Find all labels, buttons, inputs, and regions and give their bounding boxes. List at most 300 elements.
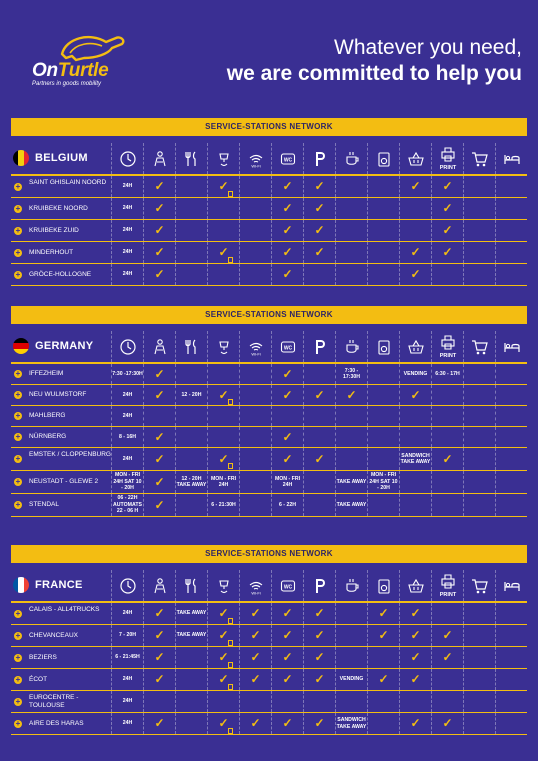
svg-text:Wi-Fi: Wi-Fi xyxy=(251,590,261,595)
cell-parking xyxy=(303,603,335,624)
cell-bed xyxy=(495,220,527,241)
cell-text: SANDWICH TAKE AWAY xyxy=(400,452,431,465)
cell-coffee xyxy=(335,713,367,734)
cell-bed xyxy=(495,603,527,624)
station-name: EMSTEK / CLOPPENBURG xyxy=(29,451,111,458)
cell-text: 7:30 - 17:30H xyxy=(342,367,360,380)
cell-basket xyxy=(399,427,431,447)
cell-cart xyxy=(463,264,495,285)
svg-text:Wi-Fi: Wi-Fi xyxy=(251,163,261,168)
cell-parking xyxy=(303,176,335,197)
cell-basket xyxy=(399,364,431,384)
check-icon: ✓ xyxy=(282,387,293,402)
cell-shower xyxy=(143,385,175,405)
section-germany xyxy=(11,306,527,515)
cell-bed xyxy=(495,406,527,426)
station-name: IFFEZHEIM xyxy=(29,370,64,377)
cell-laundry xyxy=(207,220,239,241)
cell-basket xyxy=(399,494,431,516)
check-icon: ✓ xyxy=(346,387,357,402)
check-icon: ✓ xyxy=(314,387,325,402)
cell-cart xyxy=(463,406,495,426)
cell-basket xyxy=(399,471,431,493)
cell-basket xyxy=(399,669,431,690)
check-icon: ✓ xyxy=(314,451,325,466)
check-icon: ✓ xyxy=(282,366,293,381)
cell-clock xyxy=(111,242,143,263)
station-name: NEU WULMSTORF xyxy=(29,391,87,398)
cell-basket xyxy=(399,242,431,263)
cell-wifi xyxy=(239,364,271,384)
cell-print xyxy=(431,448,463,470)
check-icon: ✓ xyxy=(218,651,228,664)
check-icon: ✓ xyxy=(282,201,293,216)
cell-basket xyxy=(399,264,431,285)
wifi-icon xyxy=(239,331,272,362)
cell-restaurant xyxy=(175,669,207,690)
cell-wc xyxy=(271,198,303,219)
cell-coffee xyxy=(335,471,367,493)
cell-shower xyxy=(143,406,175,426)
check-icon: ✓ xyxy=(218,673,228,686)
cell-wc xyxy=(271,603,303,624)
cell-coffee xyxy=(335,406,367,426)
plus-icon[interactable]: + xyxy=(15,181,21,191)
check-icon: ✓ xyxy=(442,223,453,238)
shower-icon xyxy=(143,331,176,362)
cell-bed xyxy=(495,691,527,712)
cell-parking xyxy=(303,713,335,734)
cell-text: MON - FRI 24H SAT 10 - 20H xyxy=(113,472,142,492)
cell-text: TAKE AWAY xyxy=(176,632,207,639)
check-icon: ✓ xyxy=(218,717,228,730)
section-banner: SERVICE-STATIONS NETWORK xyxy=(11,306,527,324)
station-name: STENDAL xyxy=(29,501,59,508)
check-icon: ✓ xyxy=(154,267,165,282)
station-name: NÜRNBERG xyxy=(29,433,67,440)
plus-icon[interactable]: + xyxy=(15,608,21,618)
check-icon: ✓ xyxy=(410,179,421,194)
check-icon: ✓ xyxy=(154,451,165,466)
cell-wifi xyxy=(239,647,271,668)
cell-text: 24H xyxy=(122,720,133,727)
check-icon: ✓ xyxy=(314,245,325,260)
check-icon: ✓ xyxy=(154,366,165,381)
check-icon: ✓ xyxy=(282,267,293,282)
station-row xyxy=(11,242,527,264)
cell-wifi xyxy=(239,264,271,285)
token-icon xyxy=(228,618,233,624)
cell-restaurant xyxy=(175,713,207,734)
cell-clock xyxy=(111,385,143,405)
check-icon: ✓ xyxy=(154,628,165,643)
station-row xyxy=(11,494,527,517)
country-flag xyxy=(13,150,29,166)
station-row xyxy=(11,691,527,713)
check-icon: ✓ xyxy=(218,180,228,193)
wifi-icon xyxy=(239,143,272,174)
cell-clock xyxy=(111,427,143,447)
washer-icon xyxy=(367,331,400,362)
station-name: KRUIBEKE NOORD xyxy=(29,204,88,212)
cell-parking xyxy=(303,406,335,426)
cell-text: 24H xyxy=(122,610,133,617)
check-icon: ✓ xyxy=(314,672,325,687)
parking-icon xyxy=(303,570,336,601)
check-icon: ✓ xyxy=(154,245,165,260)
cell-wc xyxy=(271,385,303,405)
headline-line-1: Whatever you need, xyxy=(334,36,522,59)
svg-text:WC: WC xyxy=(283,583,293,590)
country-flag xyxy=(13,338,29,354)
cell-cart xyxy=(463,625,495,646)
check-icon: ✓ xyxy=(250,606,261,621)
country-name: FRANCE xyxy=(35,579,83,591)
laundry-icon xyxy=(207,331,240,362)
cell-parking xyxy=(303,448,335,470)
cell-wifi xyxy=(239,448,271,470)
cell-cart xyxy=(463,198,495,219)
plus-icon[interactable]: + xyxy=(15,225,21,235)
cell-print xyxy=(431,494,463,516)
check-icon: ✓ xyxy=(410,267,421,282)
plus-icon[interactable]: + xyxy=(15,500,21,509)
station-row xyxy=(11,176,527,198)
cell-clock xyxy=(111,364,143,384)
cell-restaurant xyxy=(175,406,207,426)
plus-icon[interactable]: + xyxy=(15,411,21,420)
cell-print xyxy=(431,471,463,493)
cell-text: 6 - 21:30H xyxy=(211,501,236,508)
basket-icon xyxy=(399,570,432,601)
check-icon: ✓ xyxy=(282,429,293,444)
cell-clock xyxy=(111,713,143,734)
station-row xyxy=(11,669,527,691)
cell-print xyxy=(431,427,463,447)
cell-washer xyxy=(367,647,399,668)
cell-restaurant xyxy=(175,198,207,219)
station-row xyxy=(11,713,527,735)
cell-clock xyxy=(111,220,143,241)
cell-washer xyxy=(367,625,399,646)
cell-cart xyxy=(463,669,495,690)
cell-text: 24H xyxy=(122,391,133,398)
cell-text: 7 - 20H xyxy=(118,632,136,639)
cell-wc xyxy=(271,647,303,668)
cell-clock xyxy=(111,494,143,516)
check-icon: ✓ xyxy=(218,389,228,402)
station-row xyxy=(11,647,527,669)
cell-laundry xyxy=(207,691,239,712)
cell-print xyxy=(431,669,463,690)
svg-text:Wi-Fi: Wi-Fi xyxy=(251,351,261,356)
token-icon xyxy=(228,640,233,646)
cell-cart xyxy=(463,471,495,493)
check-icon: ✓ xyxy=(154,201,165,216)
check-icon: ✓ xyxy=(154,716,165,731)
cell-cart xyxy=(463,364,495,384)
cell-wc xyxy=(271,691,303,712)
coffee-icon xyxy=(335,143,368,174)
token-icon xyxy=(228,191,233,197)
cell-clock xyxy=(111,647,143,668)
cell-wifi xyxy=(239,427,271,447)
plus-icon[interactable]: + xyxy=(15,203,21,213)
cell-coffee xyxy=(335,264,367,285)
svg-text:WC: WC xyxy=(283,344,293,351)
check-icon: ✓ xyxy=(442,628,453,643)
cell-shower xyxy=(143,448,175,470)
cell-laundry xyxy=(207,427,239,447)
onturtle-logo xyxy=(30,28,140,92)
cell-clock xyxy=(111,625,143,646)
cell-shower xyxy=(143,713,175,734)
check-icon: ✓ xyxy=(218,246,228,259)
check-icon: ✓ xyxy=(250,650,261,665)
coffee-icon xyxy=(335,331,368,362)
cell-text: 6 - 22H xyxy=(278,501,296,508)
station-name: MAHLBERG xyxy=(29,412,66,419)
cell-coffee xyxy=(335,385,367,405)
cell-laundry xyxy=(207,647,239,668)
country-name: GERMANY xyxy=(35,340,94,352)
cell-parking xyxy=(303,198,335,219)
cell-text: 8 - 16H xyxy=(118,433,136,440)
cell-basket xyxy=(399,406,431,426)
cell-bed xyxy=(495,385,527,405)
cell-washer xyxy=(367,603,399,624)
cell-clock xyxy=(111,406,143,426)
cell-print xyxy=(431,264,463,285)
station-name: BEZIERS xyxy=(29,653,57,661)
cell-basket xyxy=(399,198,431,219)
cell-text: TAKE AWAY xyxy=(336,501,367,508)
cell-coffee xyxy=(335,176,367,197)
cell-wifi xyxy=(239,713,271,734)
brand-tagline: Partners in goods mobility xyxy=(32,81,102,87)
cell-shower xyxy=(143,691,175,712)
cell-text: 6 - 21:45H xyxy=(115,654,140,661)
cell-text: VENDING xyxy=(339,676,364,683)
plus-icon[interactable]: + xyxy=(15,269,21,279)
country-flag xyxy=(13,577,29,593)
cell-basket xyxy=(399,603,431,624)
print-label: PRINT xyxy=(439,592,457,598)
cell-text: 24H xyxy=(122,227,133,234)
cell-clock xyxy=(111,691,143,712)
check-icon: ✓ xyxy=(218,607,228,620)
token-icon xyxy=(228,399,233,405)
basket-icon xyxy=(399,143,432,174)
token-icon xyxy=(228,728,233,734)
check-icon: ✓ xyxy=(154,474,165,489)
cell-bed xyxy=(495,669,527,690)
cell-laundry xyxy=(207,406,239,426)
cell-washer xyxy=(367,471,399,493)
cell-bed xyxy=(495,198,527,219)
cell-wifi xyxy=(239,385,271,405)
cell-shower xyxy=(143,494,175,516)
check-icon: ✓ xyxy=(378,672,389,687)
cell-restaurant xyxy=(175,494,207,516)
cell-print xyxy=(431,406,463,426)
plus-icon[interactable]: + xyxy=(15,674,21,684)
cell-cart xyxy=(463,242,495,263)
check-icon: ✓ xyxy=(410,716,421,731)
cell-text: MON - FRI 24H xyxy=(210,475,237,488)
cell-cart xyxy=(463,220,495,241)
plus-icon[interactable]: + xyxy=(15,369,21,378)
cell-wc xyxy=(271,471,303,493)
cell-print xyxy=(431,220,463,241)
check-icon: ✓ xyxy=(410,672,421,687)
cell-bed xyxy=(495,242,527,263)
cell-shower xyxy=(143,198,175,219)
clock-icon xyxy=(111,331,144,362)
cell-wc xyxy=(271,427,303,447)
cell-parking xyxy=(303,669,335,690)
plus-icon[interactable]: + xyxy=(15,247,21,257)
cell-washer xyxy=(367,713,399,734)
cell-basket xyxy=(399,691,431,712)
cell-cart xyxy=(463,713,495,734)
token-icon xyxy=(228,257,233,263)
restaurant-icon xyxy=(175,570,208,601)
check-icon: ✓ xyxy=(282,628,293,643)
plus-icon[interactable]: + xyxy=(15,652,21,662)
page-header xyxy=(0,0,538,110)
cell-bed xyxy=(495,448,527,470)
cell-shower xyxy=(143,669,175,690)
station-name: KRUIBEKE ZUID xyxy=(29,226,79,234)
plus-icon[interactable]: + xyxy=(15,390,21,399)
cell-shower xyxy=(143,625,175,646)
station-name: NEUSTADT - GLEWE 2 xyxy=(29,478,99,485)
cell-parking xyxy=(303,264,335,285)
cell-text: TAKE AWAY xyxy=(336,478,367,485)
station-name: CALAIS - ALL4TRUCKS xyxy=(29,605,100,613)
cell-basket xyxy=(399,647,431,668)
check-icon: ✓ xyxy=(442,650,453,665)
cell-wifi xyxy=(239,603,271,624)
basket-icon xyxy=(399,331,432,362)
print-label: PRINT xyxy=(439,353,457,359)
cell-washer xyxy=(367,448,399,470)
station-row xyxy=(11,198,527,220)
cell-bed xyxy=(495,264,527,285)
section-france xyxy=(11,545,527,733)
cell-coffee xyxy=(335,647,367,668)
cell-parking xyxy=(303,494,335,516)
station-row xyxy=(11,220,527,242)
cell-text: 24H xyxy=(122,205,133,212)
bed-icon xyxy=(495,331,528,362)
check-icon: ✓ xyxy=(250,628,261,643)
cell-print xyxy=(431,603,463,624)
cell-laundry xyxy=(207,448,239,470)
cell-wifi xyxy=(239,406,271,426)
plus-icon[interactable]: + xyxy=(15,718,21,728)
cell-laundry xyxy=(207,603,239,624)
wc-icon xyxy=(271,143,304,174)
cell-coffee xyxy=(335,448,367,470)
cell-parking xyxy=(303,220,335,241)
cell-parking xyxy=(303,364,335,384)
cell-washer xyxy=(367,427,399,447)
brand-name: OnTurtle xyxy=(32,60,109,81)
cell-wifi xyxy=(239,242,271,263)
turtle-icon xyxy=(56,28,128,62)
cell-laundry xyxy=(207,669,239,690)
check-icon: ✓ xyxy=(154,650,165,665)
cell-laundry xyxy=(207,264,239,285)
cell-laundry xyxy=(207,364,239,384)
cell-print xyxy=(431,385,463,405)
bed-icon xyxy=(495,570,528,601)
cell-wc xyxy=(271,242,303,263)
check-icon: ✓ xyxy=(314,650,325,665)
check-icon: ✓ xyxy=(442,451,453,466)
cell-wc xyxy=(271,625,303,646)
country-header xyxy=(11,331,527,364)
cell-clock xyxy=(111,264,143,285)
cell-print xyxy=(431,713,463,734)
country-header xyxy=(11,143,527,176)
cell-basket xyxy=(399,448,431,470)
cell-wifi xyxy=(239,198,271,219)
cell-laundry xyxy=(207,471,239,493)
laundry-icon xyxy=(207,143,240,174)
cell-shower xyxy=(143,176,175,197)
print-icon xyxy=(431,143,464,174)
station-name: GRÖCE-HOLLOGNE xyxy=(29,270,92,278)
cell-text: 7:30 -17:30H xyxy=(112,370,143,377)
plus-icon[interactable]: + xyxy=(15,432,21,441)
cell-restaurant xyxy=(175,625,207,646)
check-icon: ✓ xyxy=(154,606,165,621)
cell-shower xyxy=(143,471,175,493)
headline-line-2: we are committed to help you xyxy=(226,62,522,85)
cell-cart xyxy=(463,494,495,516)
cell-washer xyxy=(367,669,399,690)
check-icon: ✓ xyxy=(410,628,421,643)
shower-icon xyxy=(143,143,176,174)
cell-washer xyxy=(367,220,399,241)
cell-text: 24H xyxy=(122,455,133,462)
plus-icon[interactable]: + xyxy=(15,477,21,486)
cell-wifi xyxy=(239,691,271,712)
cell-coffee xyxy=(335,427,367,447)
parking-icon xyxy=(303,143,336,174)
cell-wc xyxy=(271,448,303,470)
plus-icon[interactable]: + xyxy=(15,454,21,463)
plus-icon[interactable]: + xyxy=(15,696,21,706)
station-name: EUROCENTRE - TOULOUSE xyxy=(29,693,79,709)
plus-icon[interactable]: + xyxy=(15,630,21,640)
cell-coffee xyxy=(335,364,367,384)
clock-icon xyxy=(111,570,144,601)
cell-print xyxy=(431,176,463,197)
check-icon: ✓ xyxy=(282,650,293,665)
cell-restaurant xyxy=(175,264,207,285)
cell-parking xyxy=(303,385,335,405)
cell-print xyxy=(431,625,463,646)
clock-icon xyxy=(111,143,144,174)
cell-basket xyxy=(399,176,431,197)
check-icon: ✓ xyxy=(410,650,421,665)
cell-coffee xyxy=(335,198,367,219)
station-name: AIRE DES HARAS xyxy=(29,719,84,727)
